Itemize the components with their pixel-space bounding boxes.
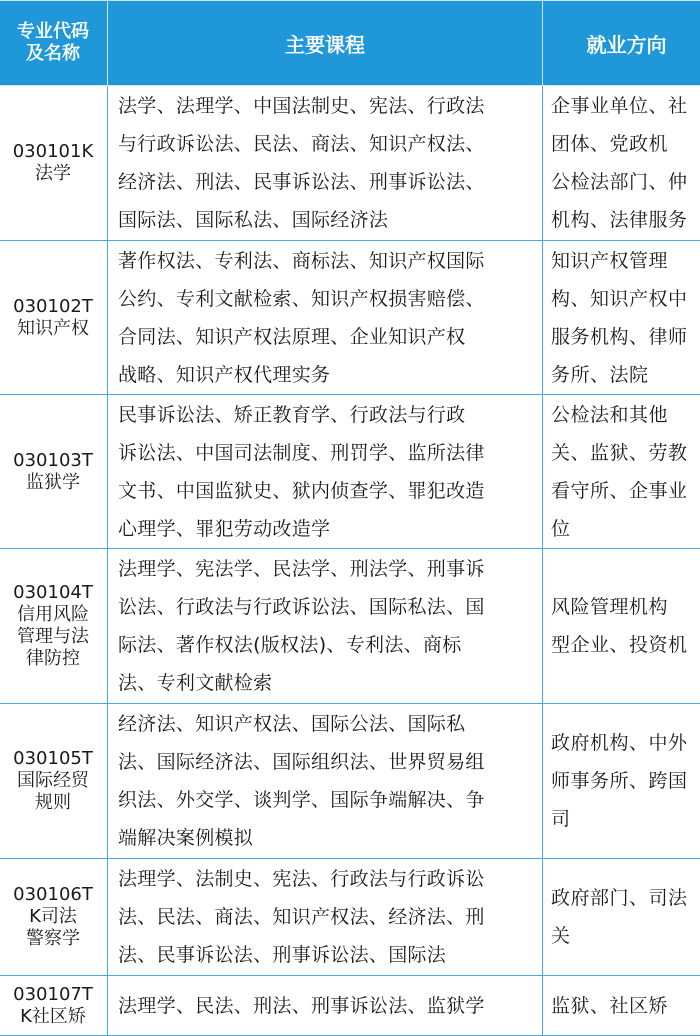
career-line: 看守所、企事业 (551, 472, 700, 510)
major-code-name: 030103T 监狱学 (0, 395, 108, 549)
course-line: 与行政诉讼法、民法、商法、知识产权法、 (118, 125, 536, 163)
course-line: 法、民事诉讼法、刑事诉讼法、国际法 (118, 936, 536, 974)
major-code-name: 030104T 信用风险 管理与法 律防控 (0, 549, 108, 704)
table-row (0, 976, 700, 1036)
career-direction (543, 549, 700, 704)
course-line: 经济法、知识产权法、国际公法、国际私 (118, 705, 536, 743)
course-line: 端解决案例模拟 (118, 819, 536, 857)
main-courses (108, 976, 543, 1036)
career-line: 机构、法律服务 (551, 201, 700, 239)
career-line: 政府机构、中外 (551, 724, 700, 762)
course-line: 法学、法理学、中国法制史、宪法、行政法 (118, 87, 536, 125)
course-line: 文书、中国监狱史、狱内侦查学、罪犯改造 (118, 472, 536, 510)
career-line: 知识产权管理 (551, 242, 700, 280)
career-line: 司 (551, 800, 700, 838)
course-line: 际法、著作权法(版权法)、专利法、商标 (118, 626, 536, 664)
career-line: 关 (551, 917, 700, 955)
course-line: 著作权法、专利法、商标法、知识产权国际 (118, 242, 536, 280)
course-line: 法、专利文献检索 (118, 664, 536, 702)
header-jobs: 就业方向 (543, 1, 700, 86)
main-courses (108, 395, 543, 549)
table-row (0, 549, 700, 704)
course-line: 诉讼法、中国司法制度、刑罚学、监所法律 (118, 434, 536, 472)
course-line: 织法、外交学、谈判学、国际争端解决、争 (118, 781, 536, 819)
career-line: 监狱、社区矫 (551, 987, 700, 1025)
table-row (0, 86, 700, 241)
main-courses (108, 859, 543, 976)
career-line: 公检法和其他 (551, 396, 700, 434)
course-line: 心理学、罪犯劳动改造学 (118, 510, 536, 548)
table-row (0, 241, 700, 395)
major-code-name: 030107T K社区矫 (0, 976, 108, 1036)
course-line: 法、民法、商法、知识产权法、经济法、刑 (118, 898, 536, 936)
major-code-name: 030106T K司法 警察学 (0, 859, 108, 976)
major-code-name: 030101K 法学 (0, 86, 108, 241)
career-line: 公检法部门、仲 (551, 163, 700, 201)
career-line: 团体、党政机 (551, 125, 700, 163)
career-line: 务所、法院 (551, 356, 700, 394)
course-line: 法理学、民法、刑法、刑事诉讼法、监狱学 (118, 987, 536, 1025)
main-courses (108, 549, 543, 704)
header-code (0, 1, 108, 86)
career-direction (543, 704, 700, 859)
career-line: 服务机构、律师 (551, 318, 700, 356)
course-line: 战略、知识产权代理实务 (118, 356, 536, 394)
career-line: 构、知识产权中 (551, 280, 700, 318)
course-line: 经济法、刑法、民事诉讼法、刑事诉讼法、 (118, 163, 536, 201)
table-row (0, 704, 700, 859)
header-row (0, 1, 700, 86)
career-direction (543, 395, 700, 549)
course-line: 国际法、国际私法、国际经济法 (118, 201, 536, 239)
course-line: 法理学、宪法学、民法学、刑法学、刑事诉 (118, 550, 536, 588)
career-line: 政府部门、司法 (551, 879, 700, 917)
career-direction (543, 976, 700, 1036)
career-line: 风险管理机构 (551, 588, 700, 626)
table-row (0, 395, 700, 549)
course-line: 公约、专利文献检索、知识产权损害赔偿、 (118, 280, 536, 318)
career-direction (543, 86, 700, 241)
header-courses: 主要课程 (108, 1, 543, 86)
table-row (0, 859, 700, 976)
major-code-name: 030102T 知识产权 (0, 241, 108, 395)
major-code-name: 030105T 国际经贸 规则 (0, 704, 108, 859)
career-line: 位 (551, 510, 700, 548)
main-courses (108, 704, 543, 859)
career-direction (543, 241, 700, 395)
course-line: 法理学、法制史、宪法、行政法与行政诉讼 (118, 860, 536, 898)
career-line: 师事务所、跨国 (551, 762, 700, 800)
main-courses (108, 86, 543, 241)
course-line: 讼法、行政法与行政诉讼法、国际私法、国 (118, 588, 536, 626)
header-code-label: 专业代码 及名称 (17, 21, 89, 64)
career-line: 型企业、投资机 (551, 626, 700, 664)
course-line: 法、国际经济法、国际组织法、世界贸易组 (118, 743, 536, 781)
career-line: 关、监狱、劳教 (551, 434, 700, 472)
career-line: 企事业单位、社 (551, 87, 700, 125)
course-line: 民事诉讼法、矫正教育学、行政法与行政 (118, 396, 536, 434)
course-line: 合同法、知识产权法原理、企业知识产权 (118, 318, 536, 356)
career-direction (543, 859, 700, 976)
main-courses (108, 241, 543, 395)
